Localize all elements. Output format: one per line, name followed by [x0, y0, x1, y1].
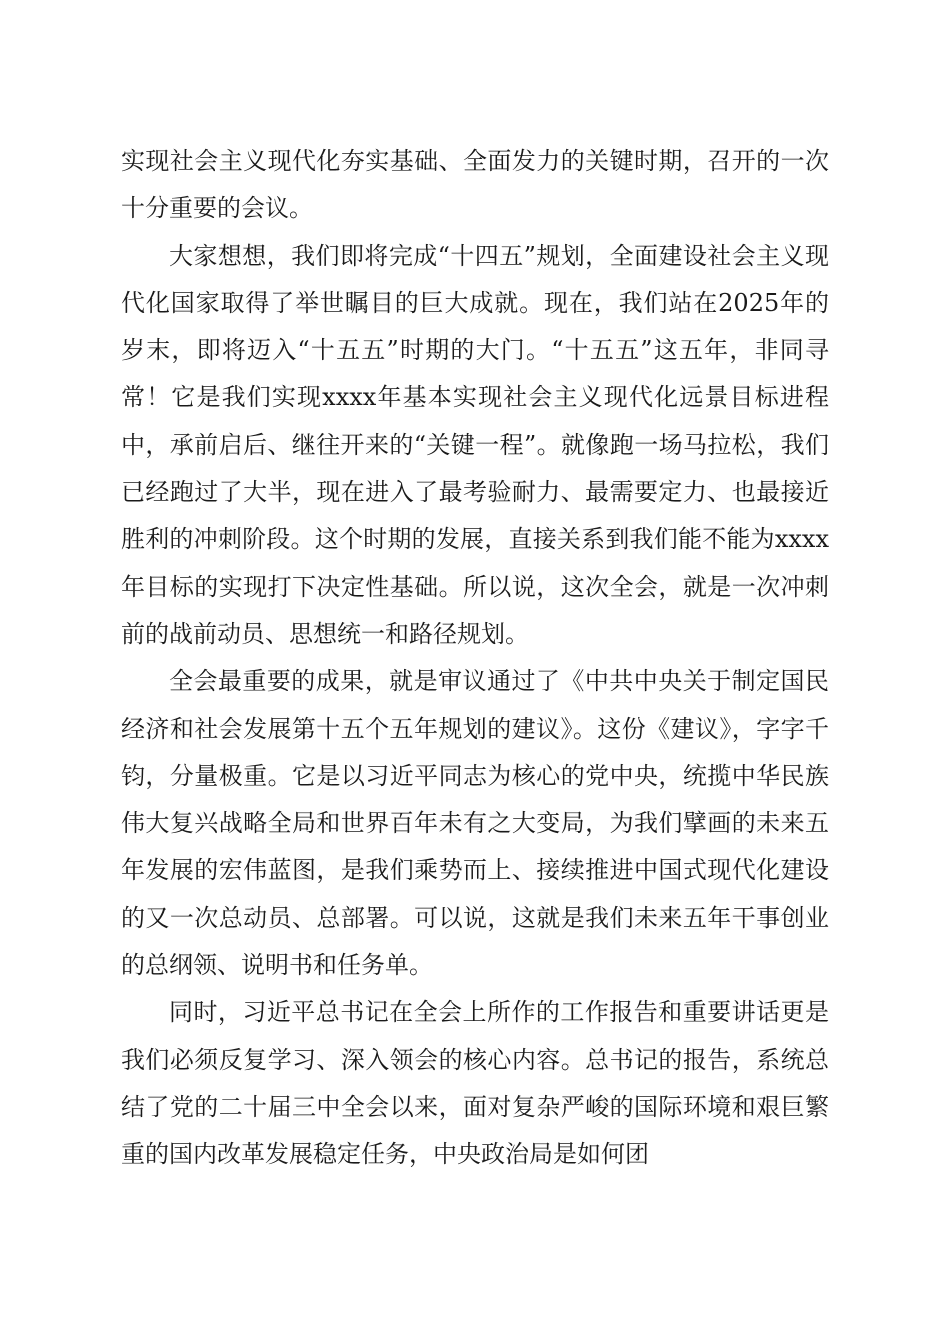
paragraph-plenum-outcome: 全会最重要的成果，就是审议通过了《中共中央关于制定国民经济和社会发展第十五个五年规划的建议》。这份《建议》，字字千钧，分量极重。它是以习近平同志为核心的党中央，统揽中华民族伟大复兴战略全局和世界百年未有之大变局，为我们擘画的未来五年发展的宏伟蓝图，是我们乘势而上、接续推进中国式现代化建设的又一次总动员、总部署。可以说，这就是我们未来五年干事创业的总纲领、说明书和任务单。	[121, 667, 829, 980]
paragraph-work-report: 同时，习近平总书记在全会上所作的工作报告和重要讲话更是我们必须反复学习、深入领会的核心内容。总书记的报告，系统总结了党的二十届三中全会以来，面对复杂严峻的国际环境和艰巨繁重的国内改革发展稳定任务，中央政治局是如何团	[121, 998, 829, 1169]
paragraph-continuation: 实现社会主义现代化夯实基础、全面发力的关键时期，召开的一次十分重要的会议。	[121, 147, 829, 223]
paragraph-fifteenth-five-year-context: 大家想想，我们即将完成“十四五”规划，全面建设社会主义现代化国家取得了举世瞩目的巨大成就。现在，我们站在2025年的岁末，即将迈入“十五五”时期的大门。“十五五”这五年，非同寻常！它是我们实现xxxx年基本实现社会主义现代化远景目标进程中，承前启后、继往开来的“关键一程”。就像跑一场马拉松，我们已经跑过了大半，现在进入了最考验耐力、最需要定力、也最接近胜利的冲刺阶段。这个时期的发展，直接关系到我们能不能为xxxx年目标的实现打下决定性基础。所以说，这次全会，就是一次冲刺前的战前动员、思想统一和路径规划。	[121, 241, 829, 648]
document-body	[121, 138, 829, 1179]
